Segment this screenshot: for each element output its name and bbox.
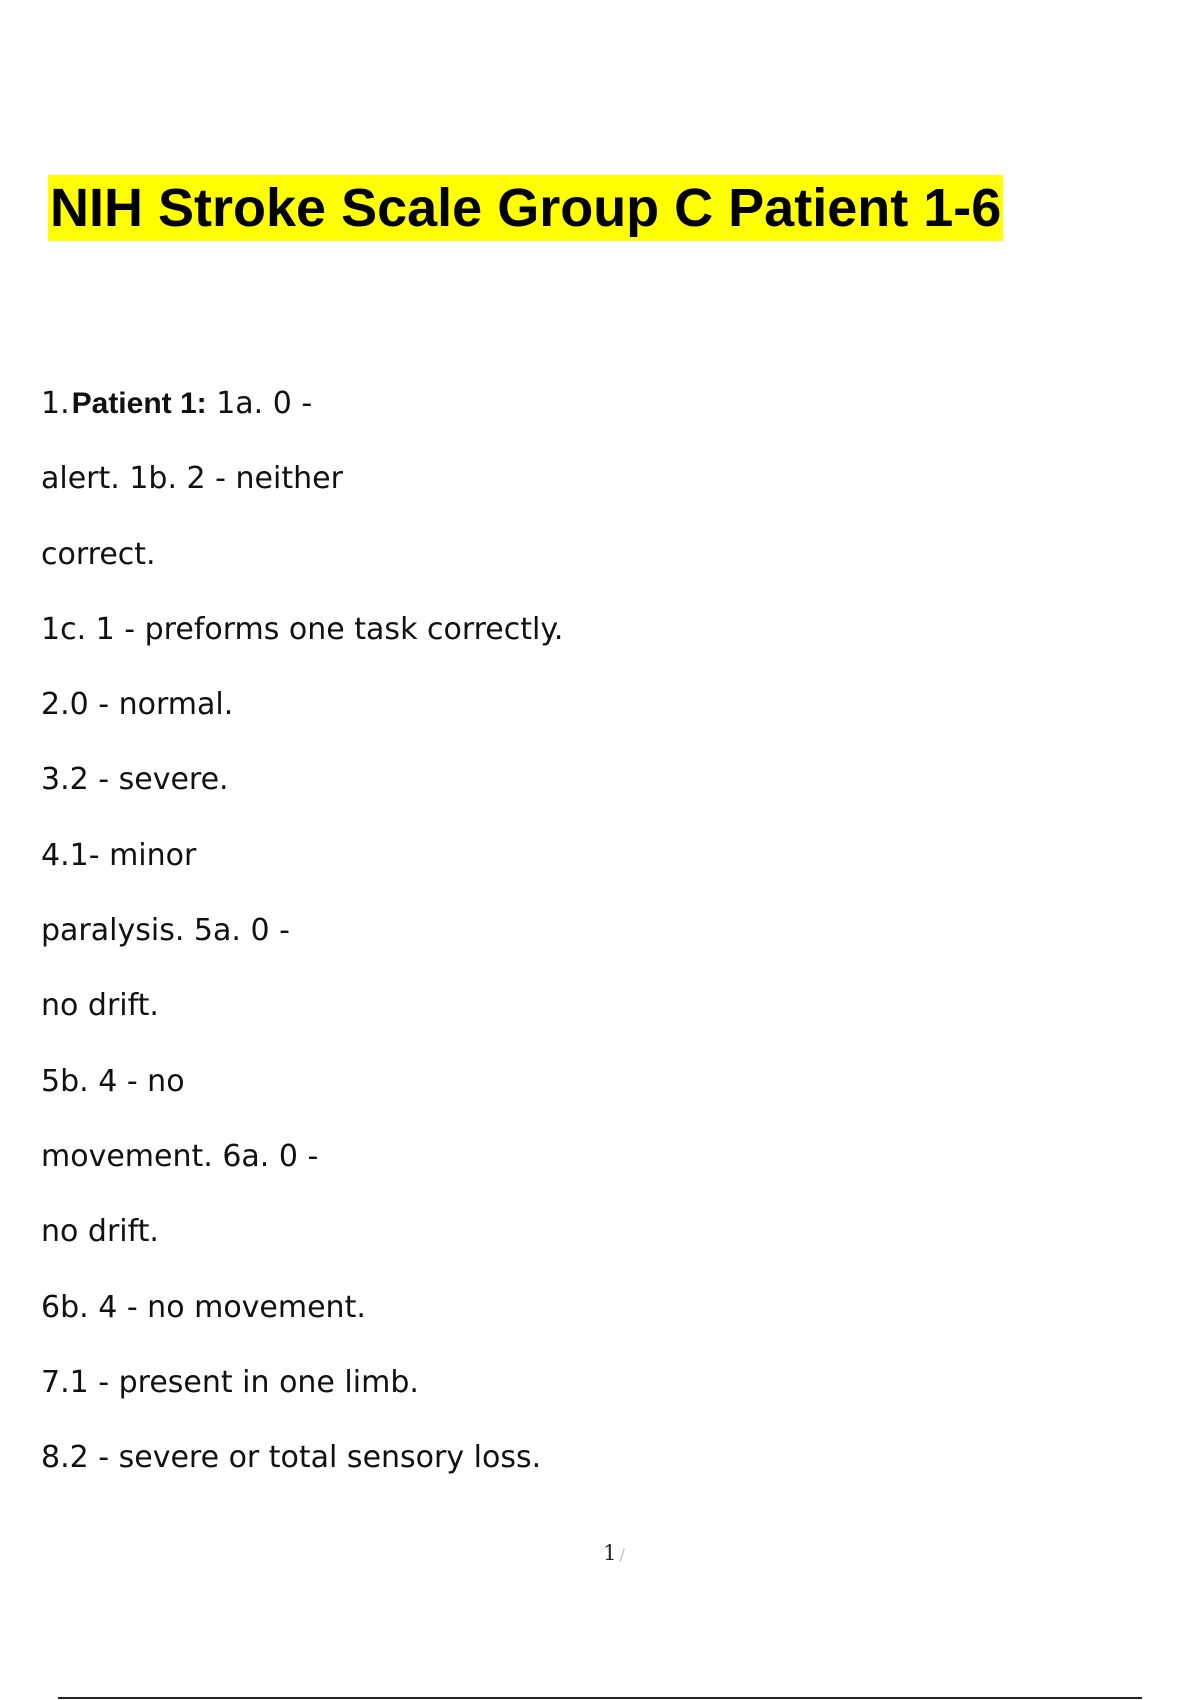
- entry-line: 3.2 - severe.: [41, 762, 229, 798]
- entry-first-line: [41, 380, 1141, 455]
- document-title-block: [48, 174, 1003, 242]
- page-number: [0, 1541, 1200, 1565]
- entry-line: alert. 1b. 2 - neither: [41, 461, 343, 497]
- entry-first-line-text: 1a. 0 -: [206, 386, 313, 421]
- footer-divider: [58, 1697, 1142, 1699]
- entry-line: 1c. 1 - preforms one task correctly.: [41, 611, 564, 647]
- entry-line: 7.1 - present in one limb.: [41, 1364, 419, 1400]
- entry-line: correct.: [41, 536, 156, 572]
- entry-line: 4.1- minor: [41, 837, 197, 873]
- page-number-value: 1: [603, 1541, 617, 1565]
- entry-line: 2.0 - normal.: [41, 687, 234, 723]
- entry-line: no drift.: [41, 1214, 159, 1250]
- entry-line: 6b. 4 - no movement.: [41, 1289, 366, 1325]
- entry-line: no drift.: [41, 988, 159, 1024]
- entry-line: movement. 6a. 0 -: [41, 1138, 319, 1174]
- entry-line: 5b. 4 - no: [41, 1063, 185, 1099]
- entry-patient-1: [41, 380, 1141, 1509]
- document-title: NIH Stroke Scale Group C Patient 1-6: [48, 175, 1003, 241]
- entry-line: 8.2 - severe or total sensory loss.: [41, 1440, 542, 1476]
- entry-line: paralysis. 5a. 0 -: [41, 913, 290, 949]
- entry-label: Patient 1:: [71, 387, 207, 420]
- page-number-separator: /: [619, 1545, 625, 1564]
- entry-number: 1.: [41, 386, 70, 421]
